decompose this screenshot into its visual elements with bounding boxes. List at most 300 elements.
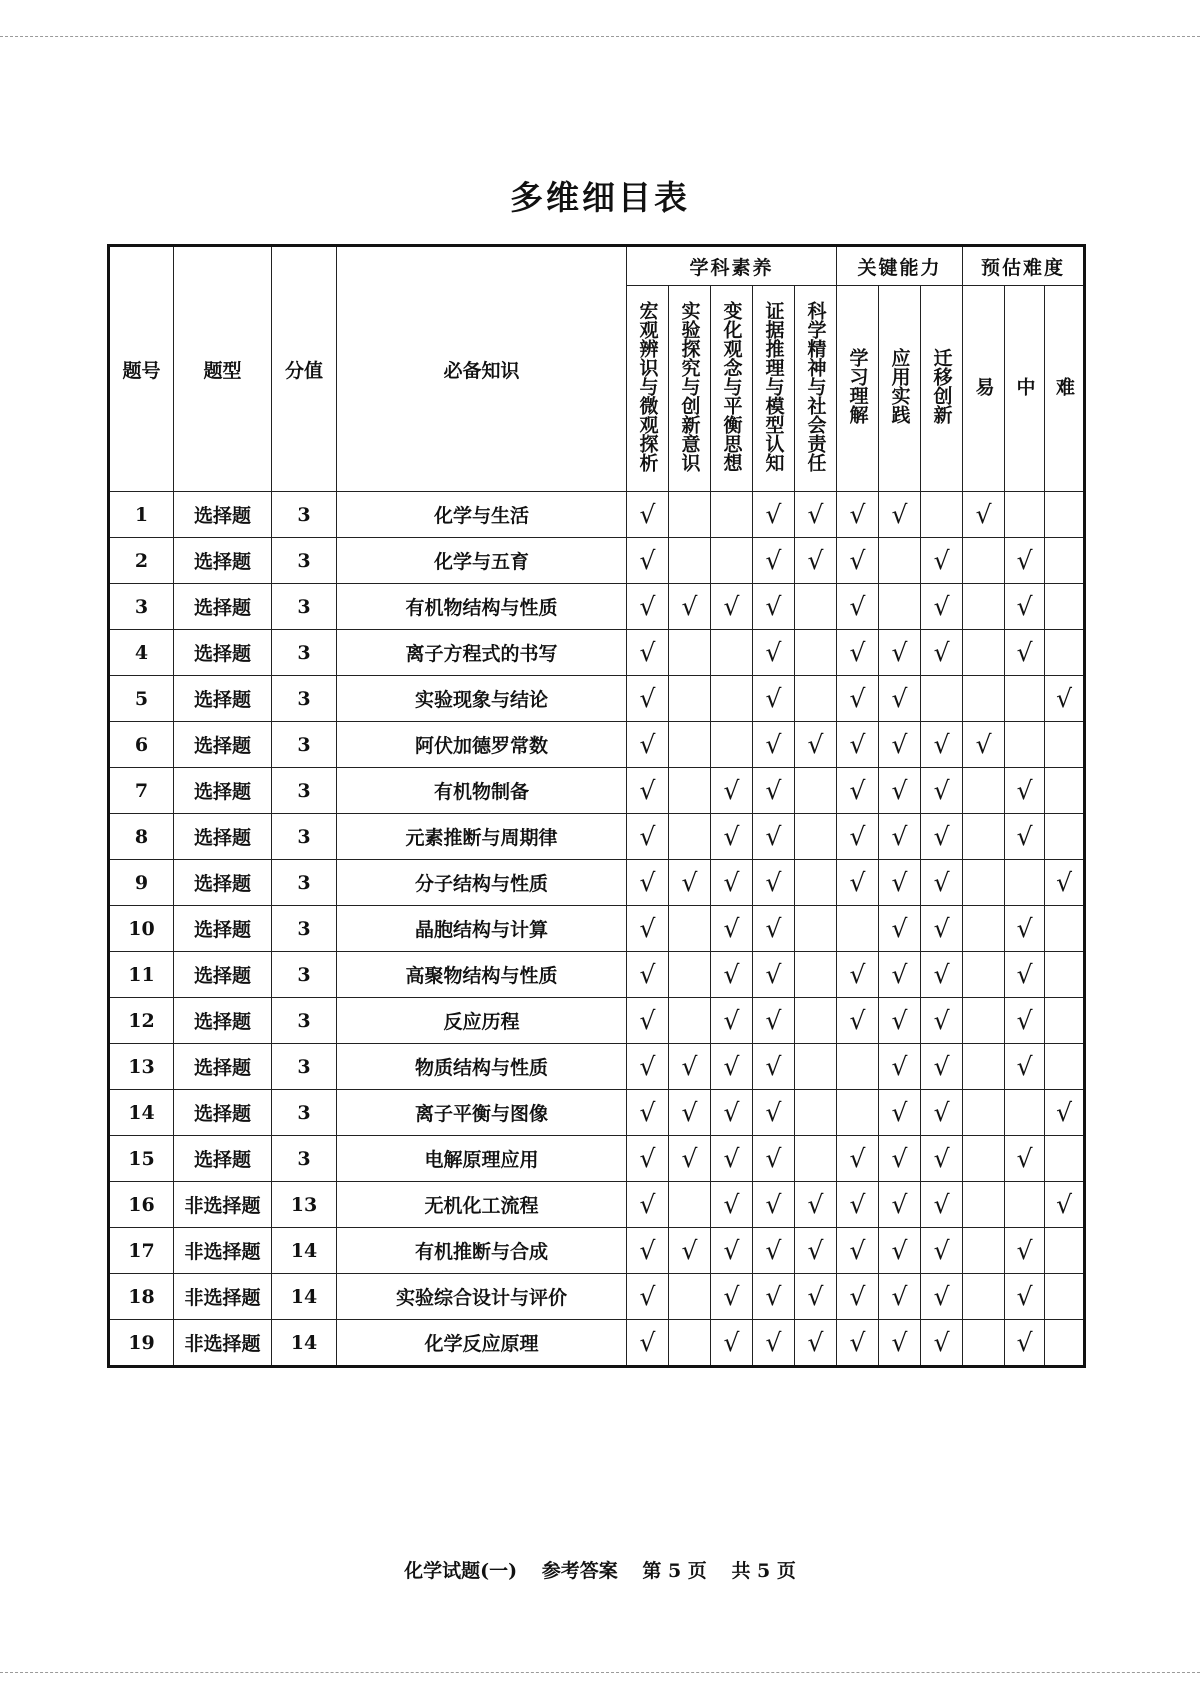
mark-cell xyxy=(879,952,921,998)
row-knowledge: 离子平衡与图像 xyxy=(337,1090,627,1136)
mark-cell xyxy=(753,860,795,906)
mark-cell xyxy=(921,998,963,1044)
check-mark-icon: √ xyxy=(723,1281,740,1311)
table-body xyxy=(109,492,1085,1367)
mark-cell xyxy=(627,1182,669,1228)
row-score: 3 xyxy=(272,538,337,584)
mark-cell xyxy=(753,630,795,676)
mark-cell xyxy=(963,998,1005,1044)
check-mark-icon: √ xyxy=(807,1189,824,1219)
mark-cell xyxy=(1045,952,1085,998)
mark-cell xyxy=(627,584,669,630)
check-mark-icon: √ xyxy=(639,821,656,851)
header-literacy-col: 宏观辨识与微观探析 xyxy=(627,286,669,492)
mark-cell xyxy=(1045,1182,1085,1228)
check-mark-icon: √ xyxy=(849,1235,866,1265)
footer-total: 共 5 页 xyxy=(731,1560,796,1582)
mark-cell xyxy=(669,538,711,584)
mark-cell xyxy=(921,1320,963,1367)
check-mark-icon: √ xyxy=(765,1281,782,1311)
check-mark-icon: √ xyxy=(933,1235,950,1265)
mark-cell xyxy=(837,814,879,860)
row-type: 非选择题 xyxy=(174,1320,272,1367)
mark-cell xyxy=(837,492,879,538)
mark-cell xyxy=(879,1182,921,1228)
table-row xyxy=(109,952,1085,998)
row-knowledge: 有机物结构与性质 xyxy=(337,584,627,630)
check-mark-icon: √ xyxy=(723,821,740,851)
bottom-scan-edge xyxy=(0,1672,1200,1673)
row-score: 14 xyxy=(272,1228,337,1274)
check-mark-icon: √ xyxy=(765,1327,782,1357)
row-score: 3 xyxy=(272,998,337,1044)
mark-cell xyxy=(1045,538,1085,584)
check-mark-icon: √ xyxy=(933,1005,950,1035)
mark-cell xyxy=(795,1320,837,1367)
row-knowledge: 元素推断与周期律 xyxy=(337,814,627,860)
row-type: 选择题 xyxy=(174,906,272,952)
row-knowledge: 晶胞结构与计算 xyxy=(337,906,627,952)
mark-cell xyxy=(837,676,879,722)
row-knowledge: 实验现象与结论 xyxy=(337,676,627,722)
mark-cell xyxy=(669,1228,711,1274)
mark-cell xyxy=(837,538,879,584)
mark-cell xyxy=(795,492,837,538)
row-num: 6 xyxy=(109,722,174,768)
mark-cell xyxy=(711,584,753,630)
check-mark-icon: √ xyxy=(765,1235,782,1265)
row-score: 3 xyxy=(272,814,337,860)
check-mark-icon: √ xyxy=(765,1189,782,1219)
check-mark-icon: √ xyxy=(723,1189,740,1219)
row-num: 14 xyxy=(109,1090,174,1136)
mark-cell xyxy=(669,1320,711,1367)
check-mark-icon: √ xyxy=(681,591,698,621)
row-knowledge: 化学反应原理 xyxy=(337,1320,627,1367)
table-row xyxy=(109,906,1085,952)
check-mark-icon: √ xyxy=(765,1051,782,1081)
check-mark-icon: √ xyxy=(807,545,824,575)
mark-cell xyxy=(921,906,963,952)
check-mark-icon: √ xyxy=(891,729,908,759)
check-mark-icon: √ xyxy=(1016,821,1033,851)
mark-cell xyxy=(711,906,753,952)
row-num: 18 xyxy=(109,1274,174,1320)
mark-cell xyxy=(921,538,963,584)
mark-cell xyxy=(627,814,669,860)
check-mark-icon: √ xyxy=(765,729,782,759)
check-mark-icon: √ xyxy=(723,1097,740,1127)
row-score: 3 xyxy=(272,860,337,906)
mark-cell xyxy=(1045,860,1085,906)
mark-cell xyxy=(963,492,1005,538)
check-mark-icon: √ xyxy=(807,1235,824,1265)
mark-cell xyxy=(795,1044,837,1090)
check-mark-icon: √ xyxy=(681,1097,698,1127)
mark-cell xyxy=(753,906,795,952)
mark-cell xyxy=(711,1320,753,1367)
row-type: 选择题 xyxy=(174,768,272,814)
row-type: 非选择题 xyxy=(174,1182,272,1228)
row-score: 3 xyxy=(272,676,337,722)
mark-cell xyxy=(753,1320,795,1367)
mark-cell xyxy=(627,998,669,1044)
row-score: 3 xyxy=(272,1090,337,1136)
mark-cell xyxy=(963,768,1005,814)
row-type: 选择题 xyxy=(174,860,272,906)
row-type: 选择题 xyxy=(174,998,272,1044)
header-literacy-col: 实验探究与创新意识 xyxy=(669,286,711,492)
mark-cell xyxy=(1005,584,1045,630)
mark-cell xyxy=(669,1136,711,1182)
check-mark-icon: √ xyxy=(933,1097,950,1127)
mark-cell xyxy=(627,1320,669,1367)
mark-cell xyxy=(1005,768,1045,814)
check-mark-icon: √ xyxy=(975,499,992,529)
mark-cell xyxy=(753,998,795,1044)
row-type: 选择题 xyxy=(174,1090,272,1136)
mark-cell xyxy=(669,814,711,860)
check-mark-icon: √ xyxy=(1056,1097,1073,1127)
check-mark-icon: √ xyxy=(639,1005,656,1035)
row-score: 13 xyxy=(272,1182,337,1228)
check-mark-icon: √ xyxy=(639,637,656,667)
row-num: 17 xyxy=(109,1228,174,1274)
check-mark-icon: √ xyxy=(891,913,908,943)
mark-cell xyxy=(1005,814,1045,860)
check-mark-icon: √ xyxy=(1016,1143,1033,1173)
row-num: 12 xyxy=(109,998,174,1044)
check-mark-icon: √ xyxy=(1056,867,1073,897)
row-type: 非选择题 xyxy=(174,1228,272,1274)
mark-cell xyxy=(753,768,795,814)
row-knowledge: 离子方程式的书写 xyxy=(337,630,627,676)
check-mark-icon: √ xyxy=(849,775,866,805)
mark-cell xyxy=(795,676,837,722)
mark-cell xyxy=(921,768,963,814)
row-num: 8 xyxy=(109,814,174,860)
row-knowledge: 化学与生活 xyxy=(337,492,627,538)
check-mark-icon: √ xyxy=(849,1281,866,1311)
footer-page: 第 5 页 xyxy=(642,1560,707,1582)
mark-cell xyxy=(753,1136,795,1182)
mark-cell xyxy=(963,722,1005,768)
check-mark-icon: √ xyxy=(639,867,656,897)
header-knowledge: 必备知识 xyxy=(337,246,627,492)
mark-cell xyxy=(711,768,753,814)
check-mark-icon: √ xyxy=(681,1051,698,1081)
table-row xyxy=(109,860,1085,906)
check-mark-icon: √ xyxy=(891,637,908,667)
row-knowledge: 高聚物结构与性质 xyxy=(337,952,627,998)
row-score: 3 xyxy=(272,1136,337,1182)
row-knowledge: 有机推断与合成 xyxy=(337,1228,627,1274)
row-type: 选择题 xyxy=(174,952,272,998)
check-mark-icon: √ xyxy=(891,775,908,805)
mark-cell xyxy=(753,1228,795,1274)
mark-cell xyxy=(921,1136,963,1182)
mark-cell xyxy=(669,676,711,722)
check-mark-icon: √ xyxy=(639,591,656,621)
mark-cell xyxy=(837,1044,879,1090)
mark-cell xyxy=(711,1274,753,1320)
page-footer xyxy=(0,1556,1200,1583)
mark-cell xyxy=(921,1182,963,1228)
row-type: 选择题 xyxy=(174,676,272,722)
mark-cell xyxy=(795,860,837,906)
check-mark-icon: √ xyxy=(765,1005,782,1035)
check-mark-icon: √ xyxy=(765,1097,782,1127)
mark-cell xyxy=(627,676,669,722)
footer-label: 参考答案 xyxy=(541,1560,618,1582)
table-row xyxy=(109,1182,1085,1228)
header-difficulty-col: 难 xyxy=(1045,286,1085,492)
check-mark-icon: √ xyxy=(765,683,782,713)
mark-cell xyxy=(669,1182,711,1228)
check-mark-icon: √ xyxy=(639,729,656,759)
check-mark-icon: √ xyxy=(891,1097,908,1127)
mark-cell xyxy=(795,722,837,768)
mark-cell xyxy=(879,998,921,1044)
mark-cell xyxy=(837,1182,879,1228)
check-mark-icon: √ xyxy=(849,821,866,851)
row-score: 3 xyxy=(272,906,337,952)
mark-cell xyxy=(669,722,711,768)
mark-cell xyxy=(921,1044,963,1090)
check-mark-icon: √ xyxy=(807,1327,824,1357)
mark-cell xyxy=(1045,1090,1085,1136)
check-mark-icon: √ xyxy=(639,1189,656,1219)
row-num: 4 xyxy=(109,630,174,676)
mark-cell xyxy=(1045,722,1085,768)
mark-cell xyxy=(963,1136,1005,1182)
table-row xyxy=(109,1090,1085,1136)
mark-cell xyxy=(795,630,837,676)
mark-cell xyxy=(1045,1274,1085,1320)
check-mark-icon: √ xyxy=(681,1143,698,1173)
mark-cell xyxy=(753,676,795,722)
row-num: 16 xyxy=(109,1182,174,1228)
mark-cell xyxy=(963,676,1005,722)
mark-cell xyxy=(669,768,711,814)
mark-cell xyxy=(879,1136,921,1182)
mark-cell xyxy=(879,1320,921,1367)
mark-cell xyxy=(795,1274,837,1320)
mark-cell xyxy=(1005,1274,1045,1320)
mark-cell xyxy=(627,768,669,814)
row-knowledge: 有机物制备 xyxy=(337,768,627,814)
check-mark-icon: √ xyxy=(891,1281,908,1311)
check-mark-icon: √ xyxy=(1056,683,1073,713)
check-mark-icon: √ xyxy=(849,683,866,713)
mark-cell xyxy=(795,1090,837,1136)
check-mark-icon: √ xyxy=(723,959,740,989)
mark-cell xyxy=(795,952,837,998)
check-mark-icon: √ xyxy=(849,1327,866,1357)
mark-cell xyxy=(879,1228,921,1274)
mark-cell xyxy=(711,676,753,722)
check-mark-icon: √ xyxy=(639,1051,656,1081)
mark-cell xyxy=(627,1136,669,1182)
mark-cell xyxy=(963,1044,1005,1090)
check-mark-icon: √ xyxy=(933,1327,950,1357)
mark-cell xyxy=(627,860,669,906)
mark-cell xyxy=(627,1274,669,1320)
mark-cell xyxy=(627,538,669,584)
mark-cell xyxy=(1005,860,1045,906)
mark-cell xyxy=(1005,538,1045,584)
check-mark-icon: √ xyxy=(723,1051,740,1081)
row-type: 选择题 xyxy=(174,1044,272,1090)
row-num: 1 xyxy=(109,492,174,538)
check-mark-icon: √ xyxy=(1016,545,1033,575)
row-type: 选择题 xyxy=(174,1136,272,1182)
header-literacy-col: 证据推理与模型认知 xyxy=(753,286,795,492)
check-mark-icon: √ xyxy=(723,1327,740,1357)
check-mark-icon: √ xyxy=(723,1005,740,1035)
check-mark-icon: √ xyxy=(765,637,782,667)
check-mark-icon: √ xyxy=(639,545,656,575)
mark-cell xyxy=(921,860,963,906)
check-mark-icon: √ xyxy=(765,591,782,621)
mark-cell xyxy=(1045,998,1085,1044)
mark-cell xyxy=(837,1320,879,1367)
check-mark-icon: √ xyxy=(1016,775,1033,805)
header-ability-col: 学习理解 xyxy=(837,286,879,492)
mark-cell xyxy=(879,538,921,584)
check-mark-icon: √ xyxy=(933,637,950,667)
check-mark-icon: √ xyxy=(681,867,698,897)
mark-cell xyxy=(837,722,879,768)
mark-cell xyxy=(753,1090,795,1136)
row-type: 选择题 xyxy=(174,538,272,584)
header-type: 题型 xyxy=(174,246,272,492)
mark-cell xyxy=(963,860,1005,906)
row-knowledge: 化学与五育 xyxy=(337,538,627,584)
mark-cell xyxy=(1005,1320,1045,1367)
check-mark-icon: √ xyxy=(849,867,866,897)
mark-cell xyxy=(963,630,1005,676)
row-num: 15 xyxy=(109,1136,174,1182)
mark-cell xyxy=(1005,1090,1045,1136)
mark-cell xyxy=(921,1228,963,1274)
mark-cell xyxy=(795,1136,837,1182)
check-mark-icon: √ xyxy=(891,499,908,529)
header-ability-col: 应用实践 xyxy=(879,286,921,492)
mark-cell xyxy=(753,952,795,998)
mark-cell xyxy=(1045,1044,1085,1090)
mark-cell xyxy=(795,538,837,584)
mark-cell xyxy=(921,584,963,630)
row-num: 11 xyxy=(109,952,174,998)
table-row xyxy=(109,1136,1085,1182)
check-mark-icon: √ xyxy=(933,867,950,897)
row-knowledge: 实验综合设计与评价 xyxy=(337,1274,627,1320)
header-num: 题号 xyxy=(109,246,174,492)
check-mark-icon: √ xyxy=(933,959,950,989)
table-row xyxy=(109,492,1085,538)
check-mark-icon: √ xyxy=(849,591,866,621)
check-mark-icon: √ xyxy=(639,1235,656,1265)
mark-cell xyxy=(669,584,711,630)
check-mark-icon: √ xyxy=(975,729,992,759)
mark-cell xyxy=(669,860,711,906)
mark-cell xyxy=(879,676,921,722)
mark-cell xyxy=(711,492,753,538)
check-mark-icon: √ xyxy=(1016,637,1033,667)
check-mark-icon: √ xyxy=(891,1235,908,1265)
mark-cell xyxy=(837,906,879,952)
mark-cell xyxy=(963,906,1005,952)
specification-table xyxy=(107,244,1086,1368)
mark-cell xyxy=(1005,1182,1045,1228)
check-mark-icon: √ xyxy=(891,1005,908,1035)
row-type: 选择题 xyxy=(174,492,272,538)
header-score: 分值 xyxy=(272,246,337,492)
mark-cell xyxy=(669,952,711,998)
footer-subject: 化学试题(一) xyxy=(404,1560,518,1582)
check-mark-icon: √ xyxy=(849,637,866,667)
check-mark-icon: √ xyxy=(849,1189,866,1219)
table-row xyxy=(109,998,1085,1044)
mark-cell xyxy=(795,814,837,860)
mark-cell xyxy=(1005,998,1045,1044)
check-mark-icon: √ xyxy=(849,1005,866,1035)
mark-cell xyxy=(753,538,795,584)
table-row xyxy=(109,814,1085,860)
mark-cell xyxy=(795,906,837,952)
row-knowledge: 分子结构与性质 xyxy=(337,860,627,906)
mark-cell xyxy=(963,814,1005,860)
mark-cell xyxy=(1005,1228,1045,1274)
mark-cell xyxy=(627,722,669,768)
mark-cell xyxy=(1005,492,1045,538)
check-mark-icon: √ xyxy=(639,1281,656,1311)
check-mark-icon: √ xyxy=(933,591,950,621)
check-mark-icon: √ xyxy=(723,867,740,897)
check-mark-icon: √ xyxy=(891,867,908,897)
check-mark-icon: √ xyxy=(639,775,656,805)
check-mark-icon: √ xyxy=(765,775,782,805)
mark-cell xyxy=(963,584,1005,630)
mark-cell xyxy=(711,1228,753,1274)
check-mark-icon: √ xyxy=(681,1235,698,1265)
check-mark-icon: √ xyxy=(1016,959,1033,989)
check-mark-icon: √ xyxy=(765,821,782,851)
header-group-difficulty: 预估难度 xyxy=(963,246,1085,286)
mark-cell xyxy=(1005,676,1045,722)
mark-cell xyxy=(669,1044,711,1090)
row-score: 3 xyxy=(272,630,337,676)
mark-cell xyxy=(963,952,1005,998)
header-group-literacy: 学科素养 xyxy=(627,246,837,286)
mark-cell xyxy=(795,1182,837,1228)
mark-cell xyxy=(963,1274,1005,1320)
mark-cell xyxy=(711,722,753,768)
table-row xyxy=(109,538,1085,584)
header-literacy-col: 变化观念与平衡思想 xyxy=(711,286,753,492)
check-mark-icon: √ xyxy=(765,499,782,529)
check-mark-icon: √ xyxy=(807,1281,824,1311)
mark-cell xyxy=(879,722,921,768)
check-mark-icon: √ xyxy=(891,1143,908,1173)
mark-cell xyxy=(921,676,963,722)
row-score: 3 xyxy=(272,492,337,538)
row-score: 3 xyxy=(272,584,337,630)
row-knowledge: 反应历程 xyxy=(337,998,627,1044)
check-mark-icon: √ xyxy=(891,1189,908,1219)
mark-cell xyxy=(795,1228,837,1274)
